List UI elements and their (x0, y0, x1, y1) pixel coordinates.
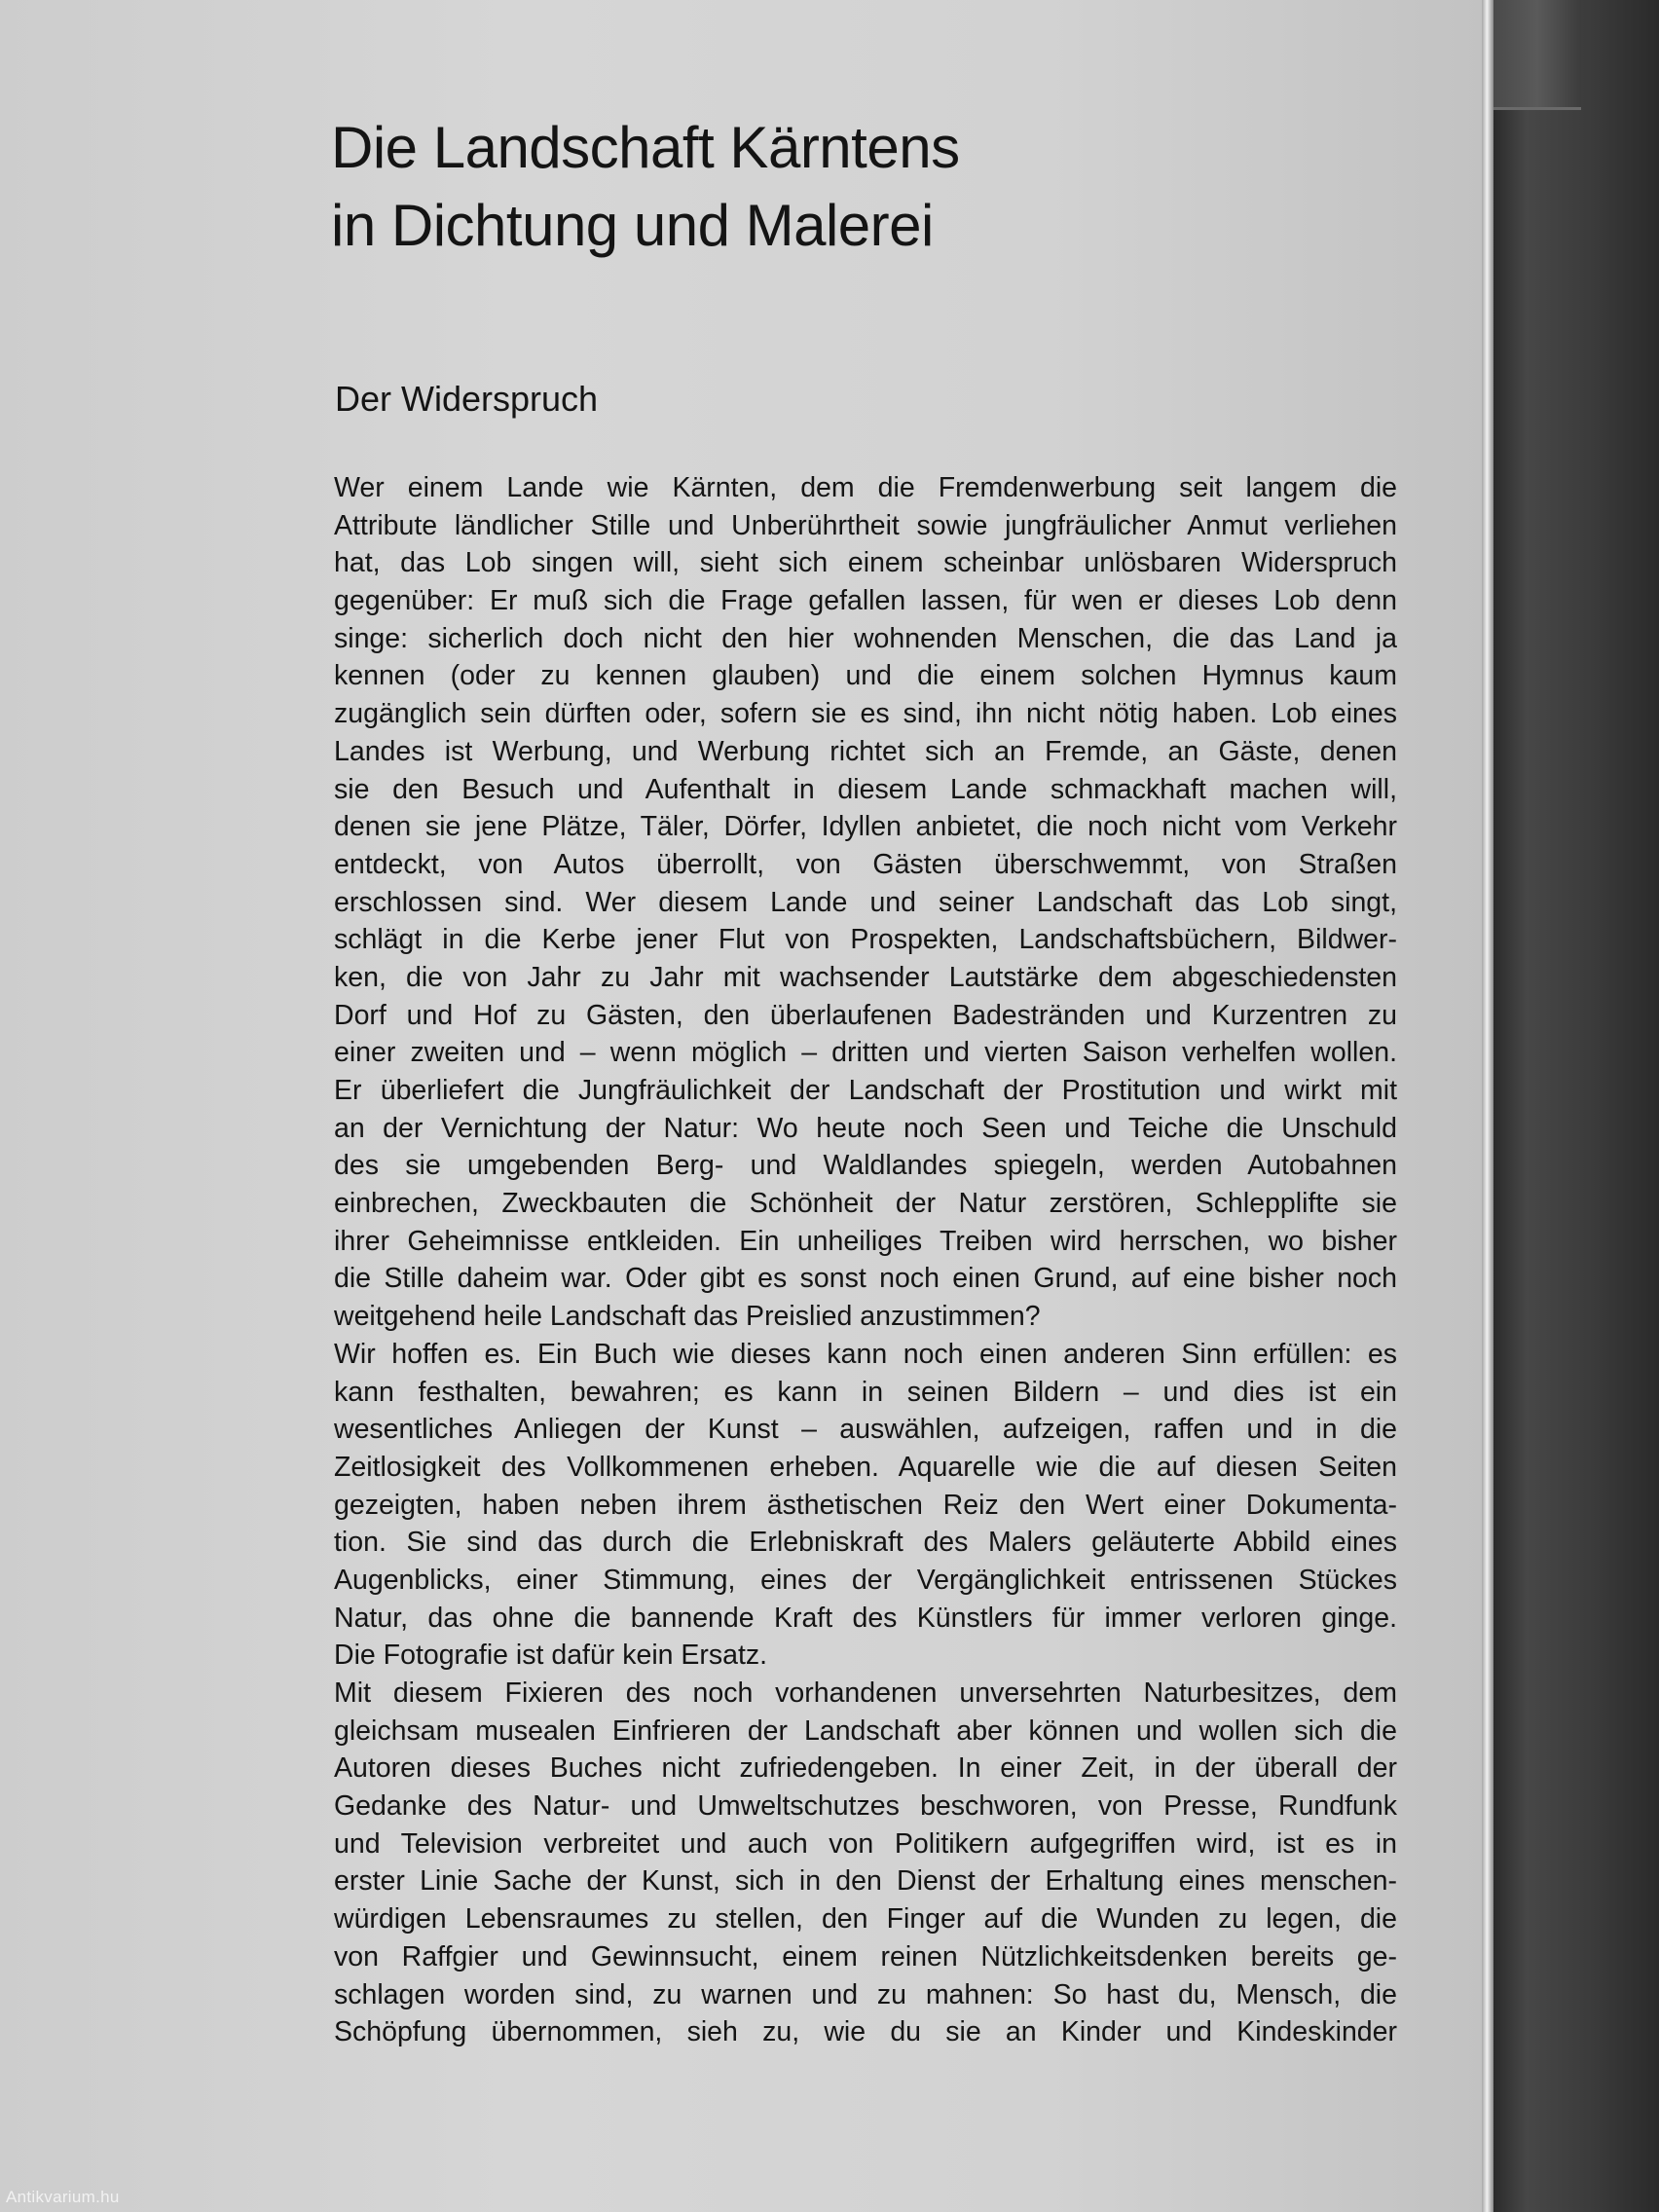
section-heading: Der Widerspruch (335, 379, 599, 419)
body-line: tion. Sie sind das durch die Erlebniskraft des Malers geläuterte Abbild eines (334, 1527, 1397, 1559)
watermark: Antikvarium.hu (6, 2188, 120, 2206)
body-line: ihrer Geheimnisse entkleiden. Ein unheiliges Treiben wird herrschen, wo bisher (334, 1225, 1397, 1257)
body-line: erster Linie Sache der Kunst, sich in den Dienst der Erhaltung eines menschen- (334, 1865, 1397, 1898)
body-line: Landes ist Werbung, und Werbung richtet sich an Fremde, an Gäste, denen (334, 735, 1397, 767)
title-line: Die Landschaft Kärntens (331, 115, 960, 180)
body-line: Wir hoffen es. Ein Buch wie dieses kann noch einen anderen Sinn erfüllen: es (334, 1338, 1397, 1370)
body-line: des sie umgebenden Berg- und Waldlandes spiegeln, werden Autobahnen (334, 1150, 1397, 1182)
body-line: Wer einem Lande wie Kärnten, dem die Fremdenwerbung seit langem die (334, 472, 1397, 503)
body-line: Schöpfung übernommen, sieh zu, wie du sie an Kinder und Kindeskinder (334, 2016, 1397, 2048)
body-line: Zeitlosigkeit des Vollkommenen erheben. Aquarelle wie die auf diesen Seiten (334, 1451, 1397, 1483)
title-line: in Dichtung und Malerei (331, 193, 934, 258)
cover-top-strip (1493, 0, 1581, 110)
body-line: von Raffgier und Gewinnsucht, einem reinen Nützlichkeitsdenken bereits ge- (334, 1940, 1397, 1972)
body-line: sie den Besuch und Aufenthalt in diesem Lande schmackhaft machen will, (334, 773, 1397, 805)
body-line: zugänglich sein dürften oder, sofern sie es sind, ihn nicht nötig haben. Lob eines (334, 698, 1397, 730)
body-text (334, 469, 1397, 2051)
body-line: Mit diesem Fixieren des noch vorhandenen unversehrten Naturbesitzes, dem (334, 1677, 1397, 1709)
body-line: Gedanke des Natur- und Umweltschutzes beschworen, von Presse, Rundfunk (334, 1790, 1397, 1823)
body-line: gezeigten, haben neben ihrem ästhetischen Reiz den Wert einer Dokumenta- (334, 1489, 1397, 1521)
body-line: schlagen worden sind, zu warnen und zu mahnen: So hast du, Mensch, die (334, 1978, 1397, 2010)
body-line: gleichsam musealen Einfrieren der Landschaft aber können und wollen sich die (334, 1714, 1397, 1747)
body-line: Attribute ländlicher Stille und Unberührtheit sowie jungfräulicher Anmut verliehen (334, 509, 1397, 541)
book-cover (1493, 0, 1659, 2212)
body-line: Augenblicks, einer Stimmung, eines der Vergänglichkeit entrissenen Stückes (334, 1564, 1397, 1596)
body-line: Dorf und Hof zu Gästen, den überlaufenen Badestränden und Kurzentren zu (334, 999, 1397, 1031)
page-title (331, 109, 1305, 265)
body-line: schlägt in die Kerbe jener Flut von Prospekten, Landschaftsbüchern, Bildwer- (334, 924, 1397, 956)
body-line: ken, die von Jahr zu Jahr mit wachsender Lautstärke dem abgeschiedensten (334, 961, 1397, 993)
body-line: entdeckt, von Autos überrollt, von Gästen überschwemmt, von Straßen (334, 848, 1397, 880)
page-edge (1482, 0, 1493, 2212)
body-line: an der Vernichtung der Natur: Wo heute noch Seen und Teiche die Unschuld (334, 1112, 1397, 1144)
body-line: die Stille daheim war. Oder gibt es sonst noch einen Grund, auf eine bisher noch (334, 1263, 1397, 1295)
body-line: denen sie jene Plätze, Täler, Dörfer, Idyllen anbietet, die noch nicht vom Verkehr (334, 811, 1397, 843)
body-line: erschlossen sind. Wer diesem Lande und seiner Landschaft das Lob singt, (334, 886, 1397, 918)
body-line: singe: sicherlich doch nicht den hier wohnenden Menschen, die das Land ja (334, 622, 1397, 654)
body-line: einer zweiten und – wenn möglich – dritten und vierten Saison verhelfen wollen. (334, 1037, 1397, 1069)
body-line: Natur, das ohne die bannende Kraft des Künstlers für immer verloren ginge. (334, 1602, 1397, 1634)
body-line: hat, das Lob singen will, sieht sich einem scheinbar unlösbaren Widerspruch (334, 547, 1397, 579)
body-line: würdigen Lebensraumes zu stellen, den Finger auf die Wunden zu legen, die (334, 1903, 1397, 1936)
body-line: weitgehend heile Landschaft das Preislied anzustimmen? (334, 1301, 1041, 1333)
body-line: kann festhalten, bewahren; es kann in seinen Bildern – und dies ist ein (334, 1376, 1397, 1408)
body-line: Die Fotografie ist dafür kein Ersatz. (334, 1640, 768, 1672)
body-line: kennen (oder zu kennen glauben) und die einem solchen Hymnus kaum (334, 660, 1397, 692)
body-line: und Television verbreitet und auch von Politikern aufgegriffen wird, ist es in (334, 1827, 1397, 1860)
body-line: wesentliches Anliegen der Kunst – auswählen, aufzeigen, raffen und in die (334, 1414, 1397, 1446)
body-line: Er überliefert die Jungfräulichkeit der Landschaft der Prostitution und wirkt mit (334, 1075, 1397, 1106)
body-line: Autoren dieses Buches nicht zufriedengeben. In einer Zeit, in der überall der (334, 1752, 1397, 1785)
body-line: einbrechen, Zweckbauten die Schönheit der Natur zerstören, Schlepplifte sie (334, 1188, 1397, 1220)
body-line: gegenüber: Er muß sich die Frage gefallen lassen, für wen er dieses Lob denn (334, 585, 1397, 617)
